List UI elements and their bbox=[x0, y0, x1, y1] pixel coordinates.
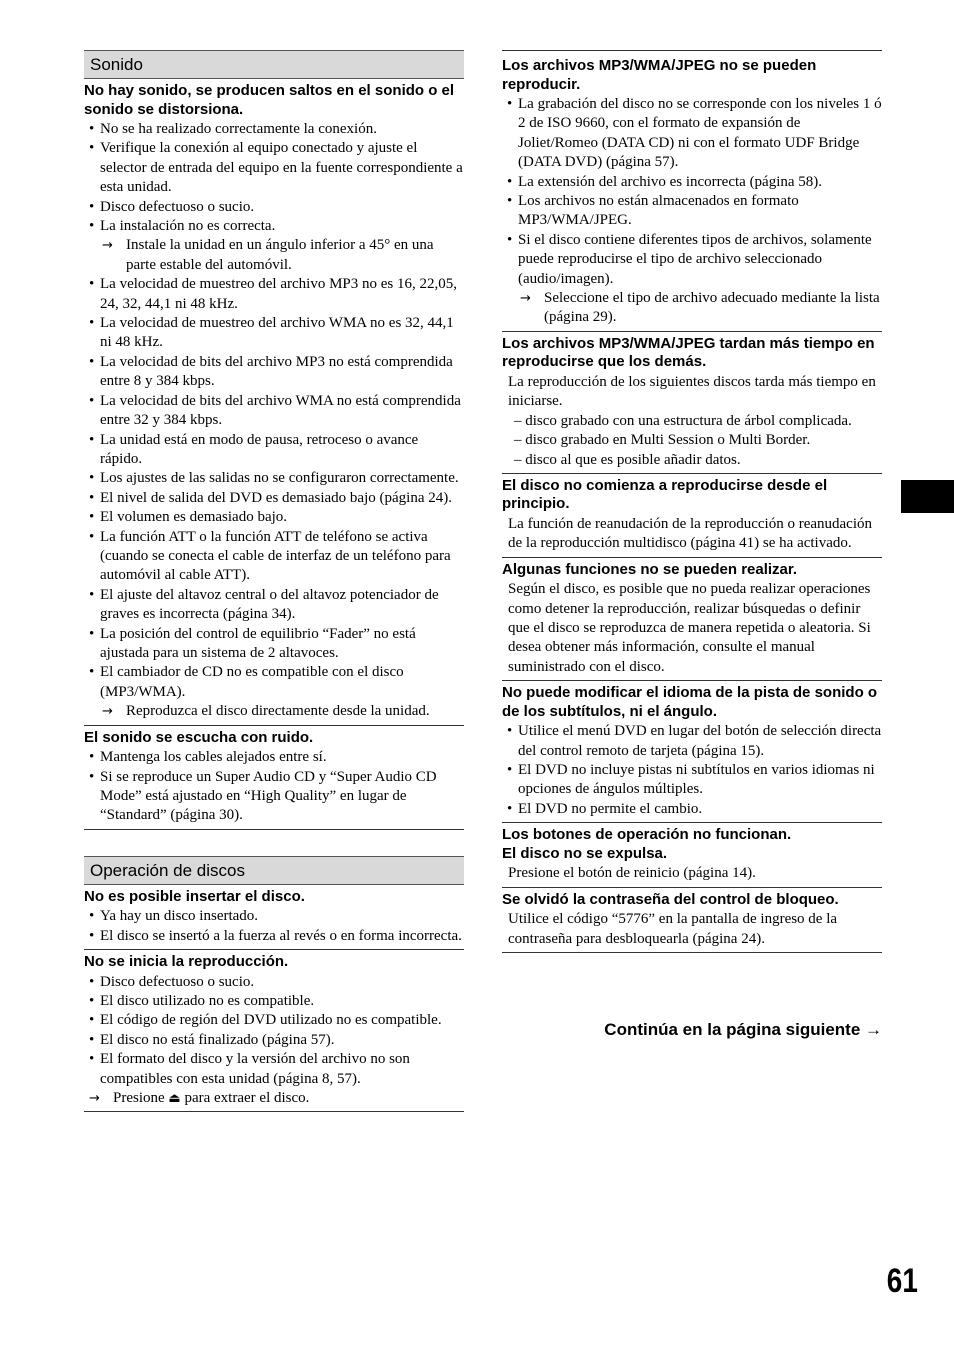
list-item: • Disco defectuoso o sucio. bbox=[84, 973, 464, 992]
dash-item: – disco al que es posible añadir datos. bbox=[514, 451, 741, 468]
question-cannot-insert: No es posible insertar el disco. bbox=[84, 887, 305, 905]
list-item: • El volumen es demasiado bajo. bbox=[84, 508, 464, 527]
paragraph: Utilice el código “5776” en la pantalla de ingreso de la contraseña para desbloquearla (página 24). bbox=[508, 911, 838, 947]
arrow-item-text: Seleccione el tipo de archivo adecuado mediante la lista (página 29). bbox=[544, 290, 880, 326]
eject-icon: ⏏ bbox=[168, 1090, 181, 1106]
page-number: 61 bbox=[886, 1262, 918, 1300]
faq-files-not-playing bbox=[502, 50, 882, 332]
arrow-icon: → bbox=[102, 238, 113, 254]
list-item: • La instalación no es correcta. bbox=[84, 217, 464, 236]
paragraph: La reproducción de los siguientes discos tarda más tiempo en iniciarse. bbox=[508, 373, 876, 410]
section-title-discos: Operación de discos bbox=[84, 856, 464, 885]
question-no-playback: No se inicia la reproducción. bbox=[84, 953, 289, 971]
question-buttons bbox=[502, 826, 882, 863]
paragraph: La función de reanudación de la reproducción o reanudación de la reproducción multidisco (página 41) se ha activado. bbox=[508, 515, 872, 552]
answer-list bbox=[502, 95, 882, 328]
list-item: • El DVD no permite el cambio. bbox=[502, 800, 882, 819]
faq-password bbox=[502, 891, 882, 953]
list-item: • La velocidad de muestreo del archivo WMA no es 32, 44,1 ni 48 kHz. bbox=[84, 314, 464, 353]
list-item: • El disco utilizado no es compatible. bbox=[84, 992, 464, 1011]
list-item: • El código de región del DVD utilizado no es compatible. bbox=[84, 1011, 464, 1030]
answer-list bbox=[502, 722, 882, 819]
list-item: • Los archivos no están almacenados en formato MP3/WMA/JPEG. bbox=[502, 192, 882, 231]
question-files-slow: Los archivos MP3/WMA/JPEG tardan más tiempo en reproducirse que los demás. bbox=[502, 334, 875, 371]
question-language: No puede modificar el idioma de la pista de sonido o de los subtítulos, ni el ángulo. bbox=[502, 684, 878, 720]
list-item: • El cambiador de CD no es compatible con el disco (MP3/WMA). bbox=[84, 663, 464, 702]
faq-not-from-start bbox=[502, 477, 882, 558]
question-password: Se olvidó la contraseña del control de bloqueo. bbox=[502, 890, 839, 908]
list-item: • El formato del disco y la versión del archivo no son compatibles con esta unidad (página 8, 57). bbox=[84, 1050, 464, 1089]
list-item: • Utilice el menú DVD en lugar del botón de selección directa del control remoto de tarjeta (página 15). bbox=[502, 722, 882, 761]
arrow-item bbox=[84, 702, 464, 721]
arrow-item-text: Instale la unidad en un ángulo inferior a 45° en una parte estable del automóvil. bbox=[126, 237, 434, 273]
answer-list bbox=[502, 515, 882, 554]
arrow-item-text: Reproduzca el disco directamente desde la unidad. bbox=[126, 703, 430, 720]
list-item: • La velocidad de bits del archivo MP3 no está comprendida entre 8 y 384 kbps. bbox=[84, 353, 464, 392]
arrow-item bbox=[84, 1089, 464, 1108]
list-item: • El nivel de salida del DVD es demasiado bajo (página 24). bbox=[84, 489, 464, 508]
list-item: • Si se reproduce un Super Audio CD y “Super Audio CD Mode” está ajustado en “High Quality” en lugar de “Standard” (página 30). bbox=[84, 768, 464, 826]
faq-no-playback bbox=[84, 953, 464, 1112]
list-item: • El DVD no incluye pistas ni subtítulos en varios idiomas ni opciones de ángulos múltiples. bbox=[502, 761, 882, 800]
arrow-item bbox=[84, 236, 464, 275]
arrow-icon: → bbox=[102, 704, 113, 720]
list-item: • El disco se insertó a la fuerza al revés o en forma incorrecta. bbox=[84, 927, 464, 946]
paragraph: Presione el botón de reinicio (página 14). bbox=[508, 865, 756, 882]
side-tab-marker bbox=[901, 480, 954, 513]
list-item: • Disco defectuoso o sucio. bbox=[84, 198, 464, 217]
left-column bbox=[84, 50, 464, 1112]
list-item: • La velocidad de bits del archivo WMA no está comprendida entre 32 y 384 kbps. bbox=[84, 392, 464, 431]
answer-list bbox=[502, 910, 882, 949]
answer-list bbox=[502, 373, 882, 470]
answer-list bbox=[84, 120, 464, 722]
paragraph: Según el disco, es posible que no pueda realizar operaciones como detener la reproducción, realizar búsquedas o definir que el disco se reproduzca de manera repetida o aleatoria. Si desea obtener más información, consulte el manual suministrado con el disco. bbox=[508, 581, 871, 675]
answer-list bbox=[84, 907, 464, 946]
faq-functions-unavailable bbox=[502, 561, 882, 682]
list-item: • No se ha realizado correctamente la conexión. bbox=[84, 120, 464, 139]
arrow-item-text: para extraer el disco. bbox=[184, 1089, 310, 1106]
faq-no-sound bbox=[84, 82, 464, 726]
list-item: • La extensión del archivo es incorrecta (página 58). bbox=[502, 173, 882, 192]
list-item: • La función ATT o la función ATT de teléfono se activa (cuando se conecta el cable de interfaz de un teléfono para automóvil al cable ATT). bbox=[84, 528, 464, 586]
answer-list bbox=[84, 748, 464, 826]
question-files-not-playing: Los archivos MP3/WMA/JPEG no se pueden reproducir. bbox=[502, 57, 817, 93]
dash-item: – disco grabado con una estructura de árbol complicada. bbox=[514, 412, 852, 429]
right-column bbox=[502, 50, 882, 953]
question-line: El disco no se expulsa. bbox=[502, 844, 668, 862]
question-no-sound: No hay sonido, se producen saltos en el sonido o el sonido se distorsiona. bbox=[84, 82, 455, 118]
list-item: • El disco no está finalizado (página 57). bbox=[84, 1031, 464, 1050]
answer-list bbox=[84, 973, 464, 1109]
faq-buttons bbox=[502, 826, 882, 887]
list-item: • Mantenga los cables alejados entre sí. bbox=[84, 748, 464, 767]
dash-item: – disco grabado en Multi Session o Multi Border. bbox=[514, 432, 811, 449]
list-item: • Verifique la conexión al equipo conectado y ajuste el selector de entrada del equipo en la fuente correspondiente a esta unidad. bbox=[84, 139, 464, 197]
arrow-icon: → bbox=[89, 1090, 100, 1106]
question-noise: El sonido se escucha con ruido. bbox=[84, 728, 314, 746]
list-item: • Ya hay un disco insertado. bbox=[84, 907, 464, 926]
faq-files-slow bbox=[502, 335, 882, 474]
answer-list bbox=[502, 580, 882, 677]
list-item: • La grabación del disco no se corresponde con los niveles 1 ó 2 de ISO 9660, con el formato de expansión de Joliet/Romeo (DATA CD) ni con el formato UDF Bridge (DATA DVD) (página 57). bbox=[502, 95, 882, 173]
question-line: Los botones de operación no funcionan. bbox=[502, 826, 792, 844]
list-item: • Los ajustes de las salidas no se configuraron correctamente. bbox=[84, 469, 464, 488]
arrow-item-text: Presione bbox=[113, 1089, 165, 1106]
section-title-sonido: Sonido bbox=[84, 50, 464, 79]
faq-language bbox=[502, 684, 882, 823]
list-item: • La velocidad de muestreo del archivo MP3 no es 16, 22,05, 24, 32, 44,1 ni 48 kHz. bbox=[84, 275, 464, 314]
list-item: • La unidad está en modo de pausa, retroceso o avance rápido. bbox=[84, 431, 464, 470]
question-functions-unavailable: Algunas funciones no se pueden realizar. bbox=[502, 560, 798, 578]
list-item: • La posición del control de equilibrio “Fader” no está ajustada para un sistema de 2 altavoces. bbox=[84, 625, 464, 664]
arrow-item bbox=[502, 289, 882, 328]
faq-cannot-insert bbox=[84, 888, 464, 950]
faq-noise bbox=[84, 729, 464, 830]
answer-list bbox=[502, 864, 882, 883]
arrow-icon: → bbox=[520, 291, 531, 307]
list-item: • Si el disco contiene diferentes tipos de archivos, solamente puede reproducirse el tipo de archivo seleccionado (audio/imagen). bbox=[502, 231, 882, 289]
question-not-from-start: El disco no comienza a reproducirse desde el principio. bbox=[502, 476, 828, 513]
list-item: • El ajuste del altavoz central o del altavoz potenciador de graves es incorrecta (página 34). bbox=[84, 586, 464, 625]
continue-note: Continúa en la página siguiente → bbox=[604, 1020, 882, 1039]
